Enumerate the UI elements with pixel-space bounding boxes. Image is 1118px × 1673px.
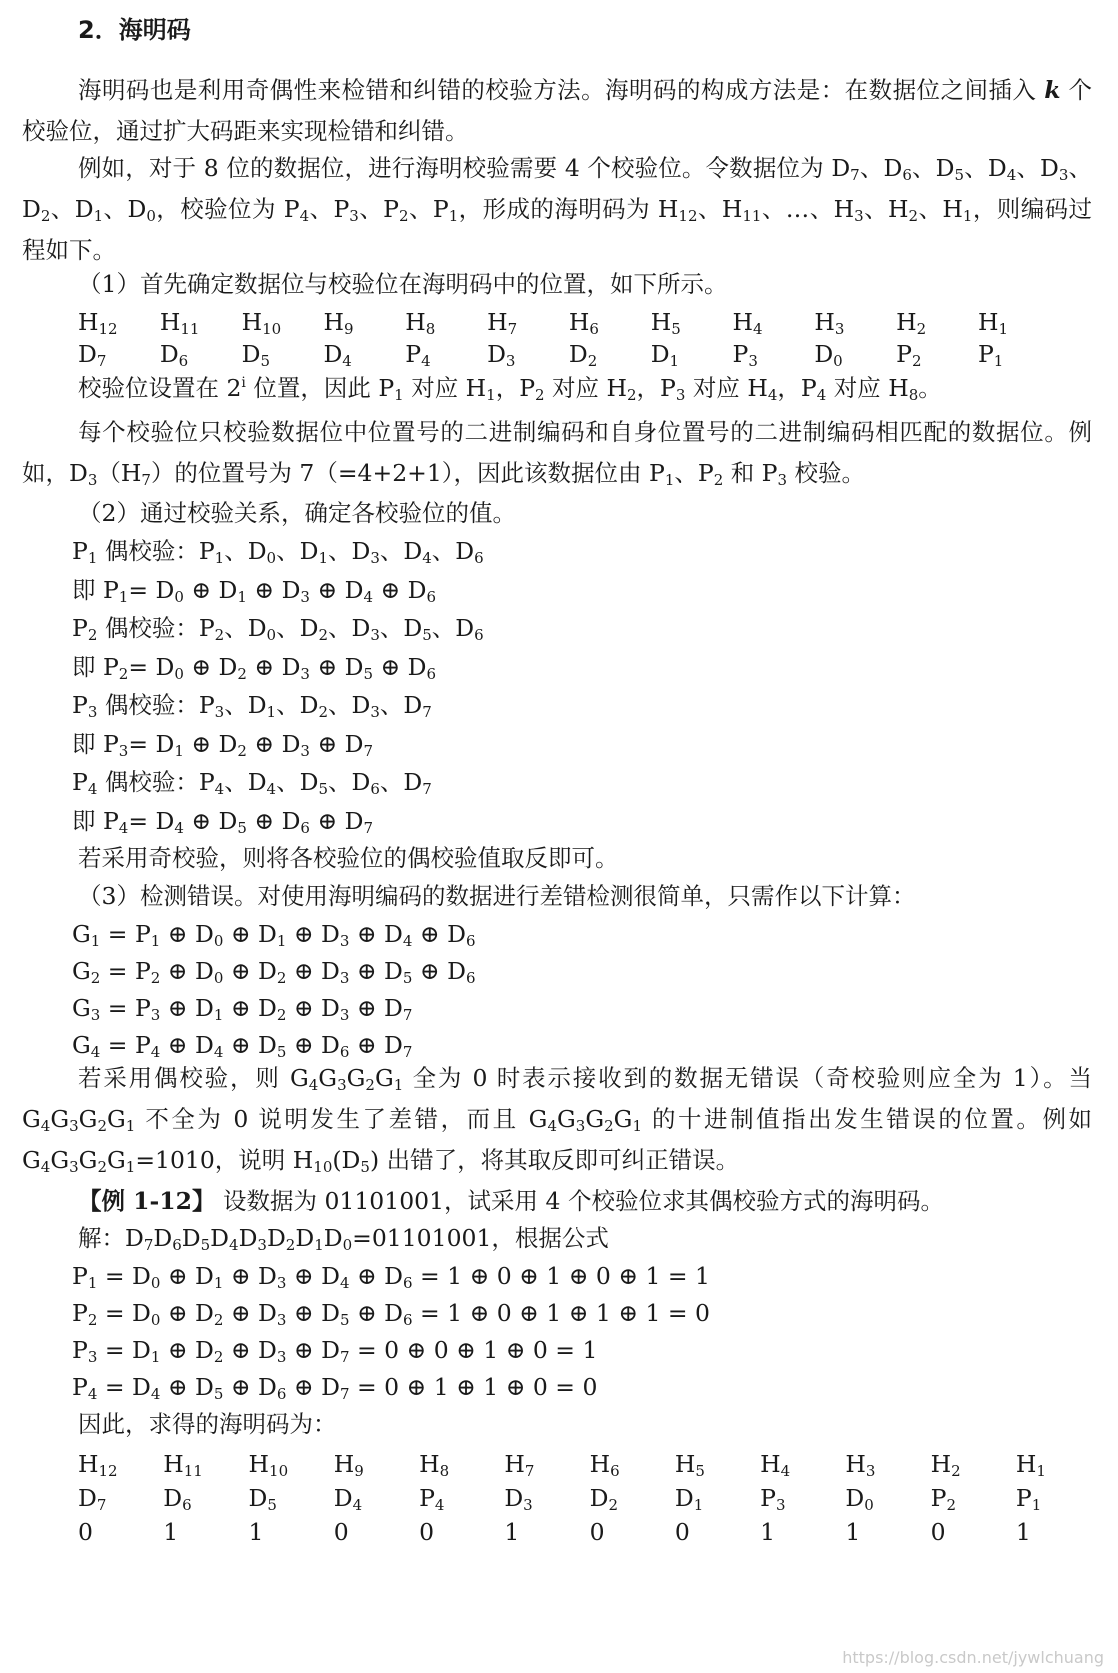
intro-paragraph-1: 海明码也是利用奇偶性来检错和纠错的校验方法。海明码的构成方法是：在数据位之间插入 k 个校验位，通过扩大码距来实现检错和纠错。	[22, 76, 1092, 145]
parity-relation-line: $P_3$ 偶校验：$P_3$、$D_1$、$D_2$、$D_3$、$D_7$	[72, 691, 432, 721]
cell: 1	[248, 1518, 264, 1546]
cell: $H_5$	[650, 308, 681, 338]
cell: $P_1$	[977, 340, 1004, 370]
bit-row	[78, 338, 1038, 370]
cell: $P_3$	[732, 340, 758, 370]
cell: $P_4$	[405, 340, 431, 370]
cell: $P_1$	[1015, 1484, 1042, 1514]
cell: $H_1$	[977, 308, 1008, 338]
cell: $D_2$	[568, 340, 598, 370]
example-solution: 解：$D_7D_6D_5D_4D_3D_2D_1D_0=01101001$，根据公式	[78, 1224, 609, 1254]
cell: $H_7$	[487, 308, 518, 338]
cell: $H_{12}$	[78, 1450, 118, 1480]
syndrome-formula: $G_4 = P_4$ ⊕ $D_4$ ⊕ $D_5$ ⊕ $D_6$ ⊕ $D_7$	[72, 1031, 413, 1061]
odd-parity-note: 若采用奇校验，则将各校验位的偶校验值取反即可。	[78, 844, 619, 872]
cell: $D_1$	[650, 340, 680, 370]
cell: $P_3$	[760, 1484, 786, 1514]
cell: 0	[333, 1518, 349, 1546]
check-bit-calculation: $P_2 = D_0$ ⊕ $D_2$ ⊕ $D_3$ ⊕ $D_5$ ⊕ $D_6 = 1$ ⊕ 0 ⊕ 1 ⊕ 1 ⊕ 1 = 0	[72, 1299, 711, 1329]
cell: $D_7$	[78, 1484, 107, 1514]
cell: $D_4$	[323, 340, 352, 370]
result-value-row	[78, 1516, 1078, 1548]
cell: $H_{10}$	[241, 308, 282, 338]
cell: $H_8$	[419, 1450, 450, 1480]
syndrome-formula: $G_3 = P_3$ ⊕ $D_1$ ⊕ $D_2$ ⊕ $D_3$ ⊕ $D_7$	[72, 994, 413, 1024]
cell: 1	[1015, 1518, 1031, 1546]
cell: $H_6$	[568, 308, 599, 338]
check-bit-calculation: $P_1 = D_0$ ⊕ $D_1$ ⊕ $D_3$ ⊕ $D_4$ ⊕ $D_6 = 1$ ⊕ 0 ⊕ 1 ⊕ 0 ⊕ 1 = 1	[72, 1262, 711, 1292]
result-label: 因此，求得的海明码为：	[78, 1410, 337, 1438]
cell: $H_8$	[405, 308, 436, 338]
parity-relation-line: 即 $P_2= D_0$ ⊕ $D_2$ ⊕ $D_3$ ⊕ $D_5$ ⊕ $D_6$	[72, 652, 437, 683]
syndrome-formula: $G_2 = P_2$ ⊕ $D_0$ ⊕ $D_2$ ⊕ $D_3$ ⊕ $D_5$ ⊕ $D_6$	[72, 957, 476, 987]
cell: $D_5$	[241, 340, 271, 370]
cell: $H_2$	[930, 1450, 961, 1480]
cell: $H_9$	[323, 308, 354, 338]
parity-relation-line: 即 $P_4= D_4$ ⊕ $D_5$ ⊕ $D_6$ ⊕ $D_7$	[72, 806, 373, 837]
cell: $H_{11}$	[163, 1450, 203, 1480]
cell: $P_2$	[896, 340, 922, 370]
cell: 0	[930, 1518, 946, 1546]
cell: 0	[589, 1518, 605, 1546]
cell: $H_1$	[1015, 1450, 1046, 1480]
cell: $P_2$	[930, 1484, 957, 1514]
cell: 0	[78, 1518, 93, 1546]
cell: $P_4$	[419, 1484, 445, 1514]
cell: 1	[760, 1518, 776, 1546]
cell: $D_6$	[159, 340, 189, 370]
cell: $H_{12}$	[78, 308, 118, 338]
position-row	[78, 306, 1038, 338]
cell: $D_3$	[504, 1484, 533, 1514]
parity-relation-line: 即 $P_1= D_0$ ⊕ $D_1$ ⊕ $D_3$ ⊕ $D_4$ ⊕ $D_6$	[72, 575, 437, 606]
syndrome-formula: $G_1 = P_1$ ⊕ $D_0$ ⊕ $D_1$ ⊕ $D_3$ ⊕ $D_4$ ⊕ $D_6$	[72, 920, 476, 950]
cell: $H_3$	[814, 308, 845, 338]
cell: $H_9$	[333, 1450, 364, 1480]
cell: 1	[845, 1518, 861, 1546]
parity-relation-line: 即 $P_3= D_1$ ⊕ $D_2$ ⊕ $D_3$ ⊕ $D_7$	[72, 729, 373, 760]
parity-relation-line: $P_1$ 偶校验：$P_1$、$D_0$、$D_1$、$D_3$、$D_4$、$D_6$	[72, 537, 484, 567]
step3-heading: （3）检测错误。对使用海明编码的数据进行差错检测很简单，只需作以下计算：	[78, 882, 916, 910]
cell: $D_1$	[674, 1484, 704, 1514]
cell: 1	[163, 1518, 179, 1546]
cell: $D_4$	[333, 1484, 363, 1514]
cell: $H_2$	[896, 308, 927, 338]
intro-paragraph-2: 例如，对于 8 位的数据位，进行海明校验需要 4 个校验位。令数据位为 $D_7$、$D_6$、$D_5$、$D_4$、$D_3$、$D_2$、$D_1$、$D_0$，校验位为 $P_4$、$P_3$、$P_2$、$P_1$，形成的海明码为 $H_{12}$、$H_{11}$、…、$H_3$、$H_2$、$H_1$，则编码过程如下。	[22, 154, 1093, 264]
cell: $H_5$	[674, 1450, 705, 1480]
step1-heading: （1）首先确定数据位与校验位在海明码中的位置，如下所示。	[78, 270, 728, 298]
conclusion-paragraph: 若采用偶校验，则 $G_4G_3G_2G_1$ 全为 0 时表示接收到的数据无错误（奇校验则应全为 1）。当 $G_4G_3G_2G_1$ 不全为 0 说明发生了差错，而且 $G_4G_3G_2G_1$ 的十进制值指出发生错误的位置。例如 $G_4G_3G_2G_1=1010$，说明 $H_{10}(D_5)$ 出错了，将其取反即可纠正错误。	[22, 1064, 1092, 1176]
cell: $H_{11}$	[159, 308, 200, 338]
cell: $D_2$	[589, 1484, 618, 1514]
cell: $D_3$	[487, 340, 516, 370]
parity-position-note: 校验位设置在 2$^i$ 位置，因此 $P_1$ 对应 $H_1$，$P_2$ 对应 $H_2$，$P_3$ 对应 $H_4$，$P_4$ 对应 $H_8$。	[78, 374, 942, 404]
step2-heading: （2）通过校验关系，确定各校验位的值。	[78, 499, 516, 527]
cell: 0	[674, 1518, 690, 1546]
cell: 1	[504, 1518, 520, 1546]
cell: $D_5$	[248, 1484, 277, 1514]
cell: $H_4$	[732, 308, 763, 338]
cell: $D_7$	[78, 340, 107, 370]
result-position-row	[78, 1448, 1078, 1480]
result-bit-row	[78, 1482, 1078, 1514]
check-bit-calculation: $P_4 = D_4$ ⊕ $D_5$ ⊕ $D_6$ ⊕ $D_7 = 0$ ⊕ 1 ⊕ 1 ⊕ 0 = 0	[72, 1373, 598, 1403]
cell: $H_{10}$	[248, 1450, 289, 1480]
explain-paragraph: 每个校验位只校验数据位中位置号的二进制编码和自身位置号的二进制编码相匹配的数据位。例如，$D_3(H_7)$的位置号为 7（=4+2+1），因此该数据位由 $P_1$、$P_2$ 和 $P_3$ 校验。	[22, 418, 1092, 489]
cell: $D_6$	[163, 1484, 192, 1514]
check-bit-calculation: $P_3 = D_1$ ⊕ $D_2$ ⊕ $D_3$ ⊕ $D_7 = 0$ ⊕ 0 ⊕ 1 ⊕ 0 = 1	[72, 1336, 598, 1366]
cell: $D_0$	[845, 1484, 874, 1514]
cell: $H_7$	[504, 1450, 535, 1480]
cell: $H_4$	[760, 1450, 791, 1480]
watermark: https://blog.csdn.net/jywlchuang	[842, 1648, 1104, 1667]
parity-relation-line: $P_2$ 偶校验：$P_2$、$D_0$、$D_2$、$D_3$、$D_5$、$D_6$	[72, 614, 484, 644]
example-question: 【例 1-12】 设数据为 01101001，试采用 4 个校验位求其偶校验方式的海明码。	[78, 1187, 944, 1215]
cell: $H_3$	[845, 1450, 876, 1480]
cell: 0	[419, 1518, 435, 1546]
parity-relation-line: $P_4$ 偶校验：$P_4$、$D_4$、$D_5$、$D_6$、$D_7$	[72, 768, 432, 798]
section-title: 2．海明码	[78, 16, 191, 44]
cell: $H_6$	[589, 1450, 620, 1480]
cell: $D_0$	[814, 340, 843, 370]
